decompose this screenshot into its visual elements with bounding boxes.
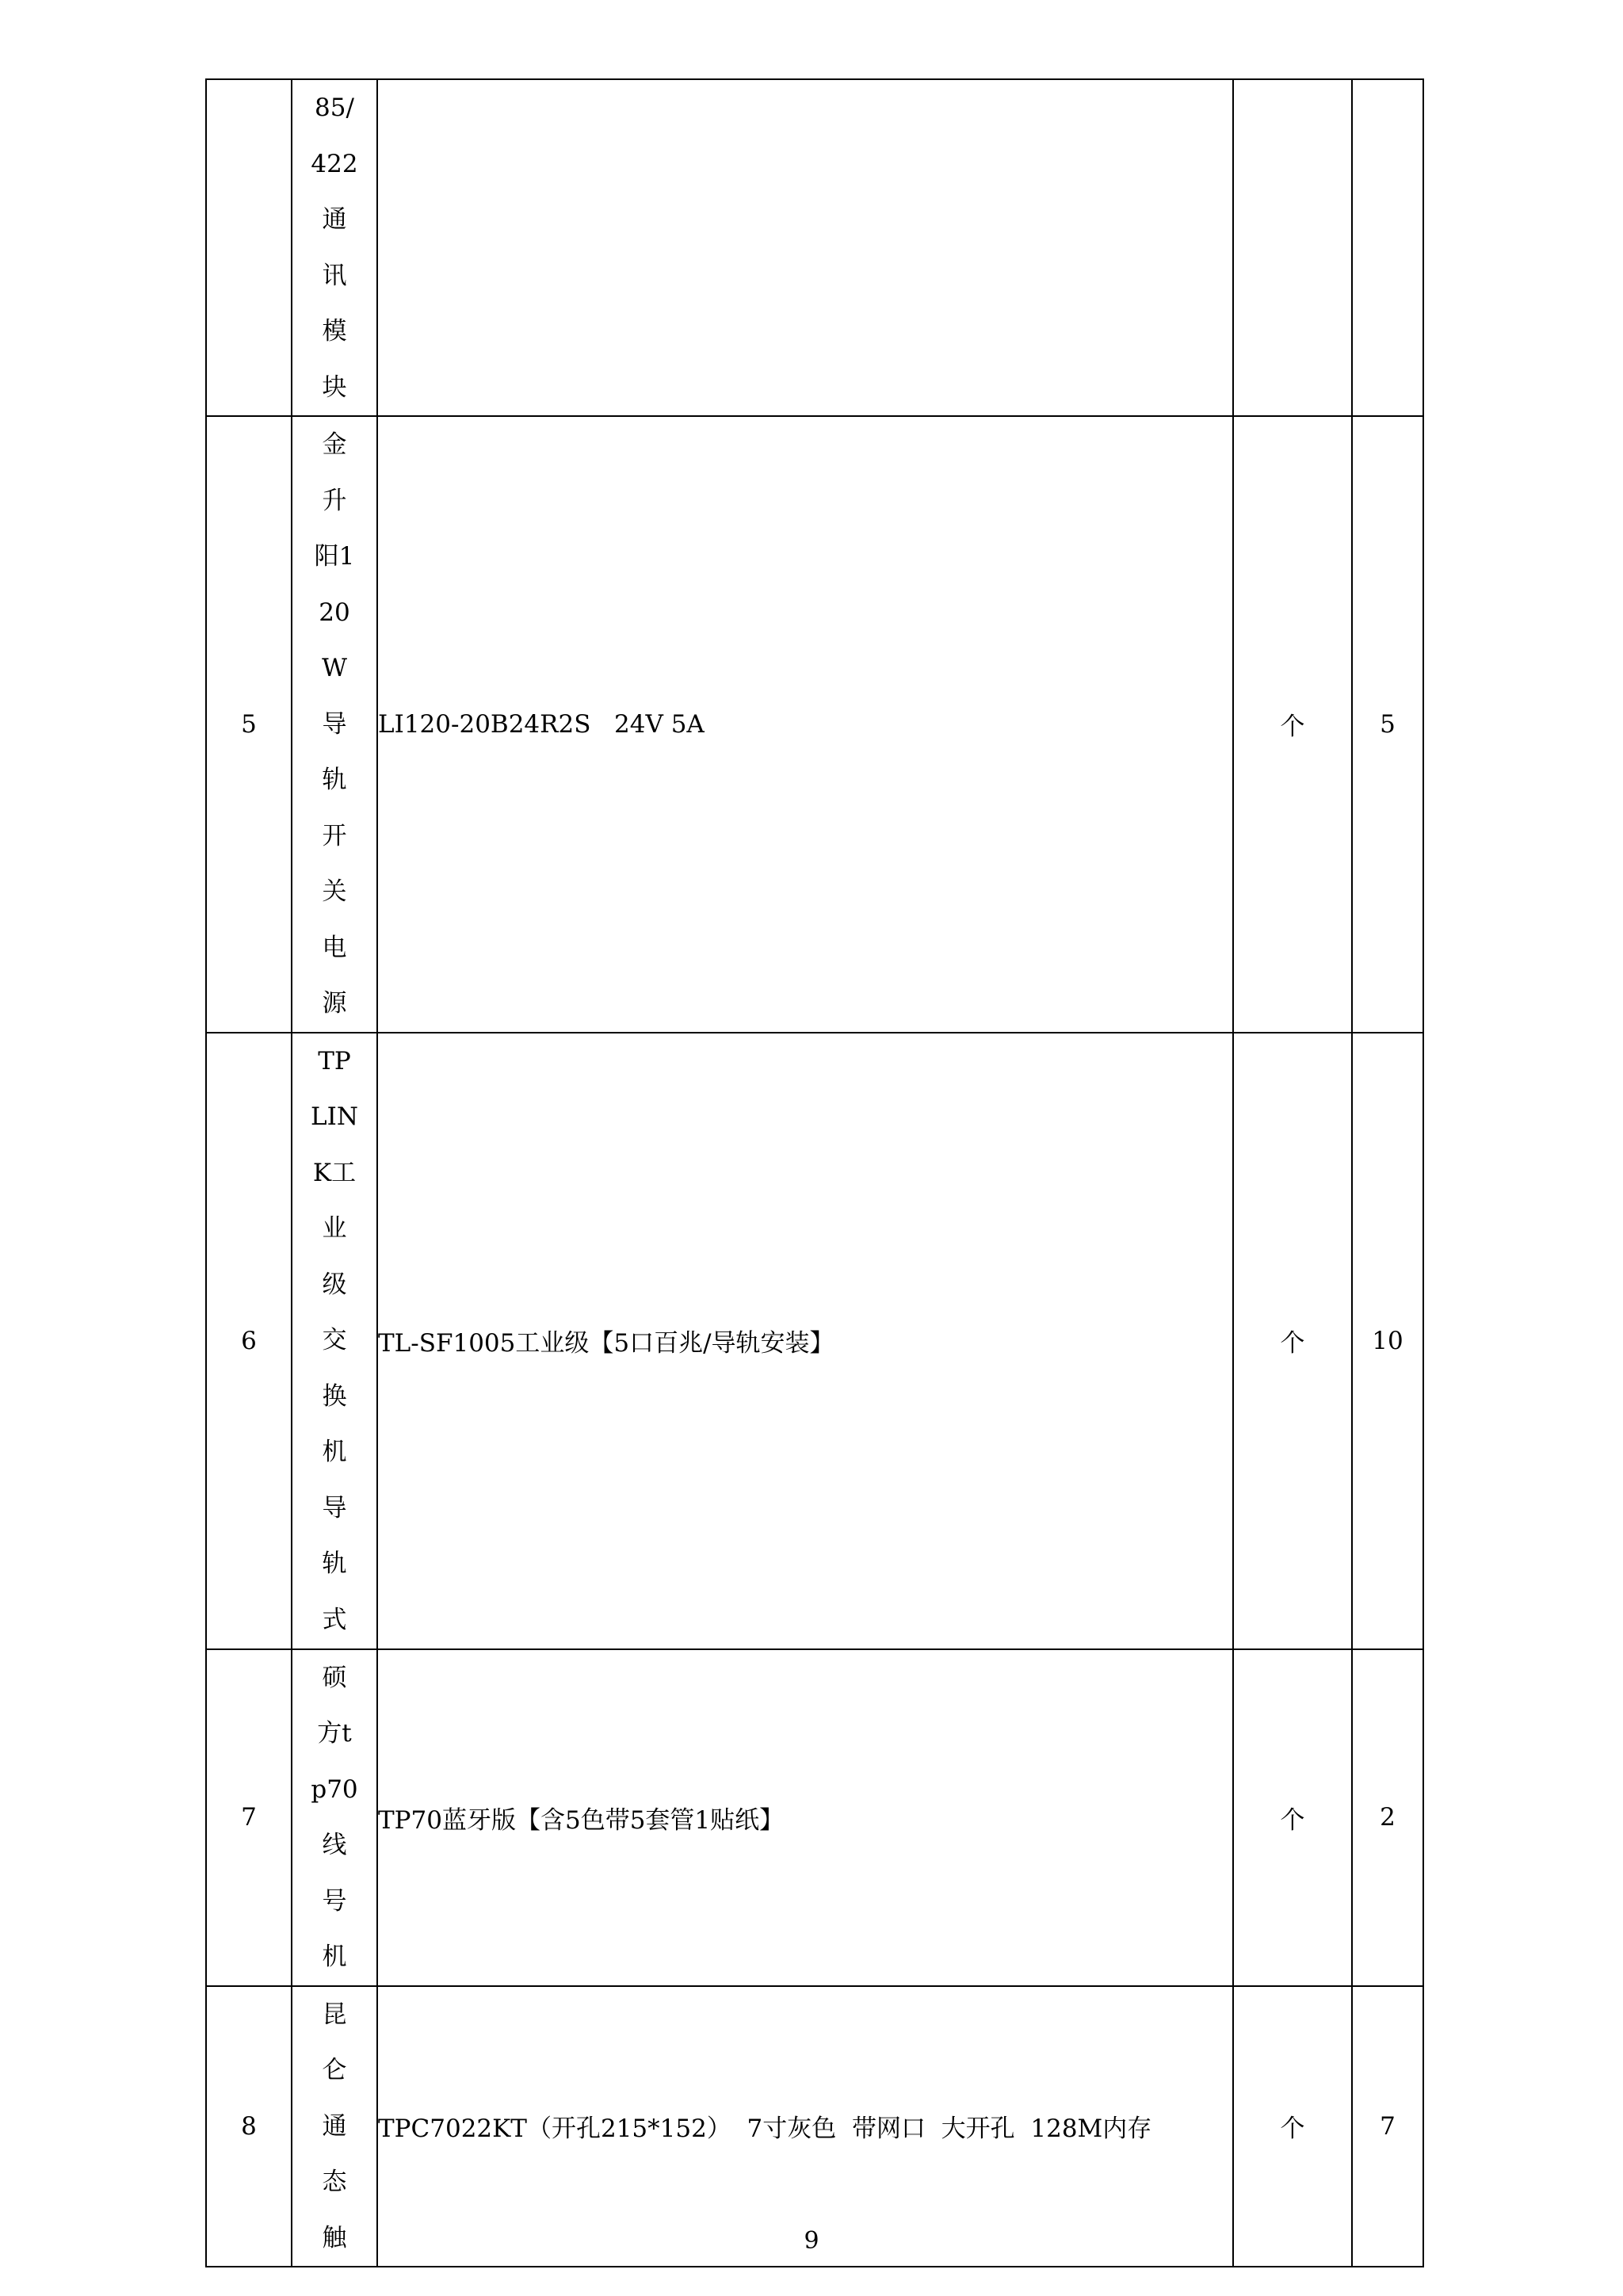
item-name-text: 85/422通讯模块	[311, 94, 358, 402]
item-qty: 5	[1352, 416, 1423, 1033]
item-name-text: 昆仑通态触	[322, 2000, 347, 2252]
item-unit: 个	[1233, 1033, 1352, 1649]
row-number: 7	[206, 1649, 292, 1986]
table-row	[206, 1986, 1423, 2267]
row-number: 8	[206, 1986, 292, 2267]
item-spec: TPC7022KT（开孔215*152） 7寸灰色 带网口 大开孔 128M内存	[377, 1986, 1233, 2267]
row-number	[206, 79, 292, 416]
item-name-text: 硕方tp70线号机	[311, 1663, 358, 1971]
item-spec	[377, 79, 1233, 416]
item-qty: 2	[1352, 1649, 1423, 1986]
equipment-table	[205, 78, 1424, 2267]
item-name	[292, 1649, 377, 1986]
table-row	[206, 79, 1423, 416]
item-unit	[1233, 79, 1352, 416]
table-row	[206, 1649, 1423, 1986]
item-unit: 个	[1233, 1649, 1352, 1986]
item-qty	[1352, 79, 1423, 416]
page-number: 9	[804, 2227, 819, 2255]
item-qty: 10	[1352, 1033, 1423, 1649]
item-name	[292, 1033, 377, 1649]
table-row	[206, 416, 1423, 1033]
item-qty: 7	[1352, 1986, 1423, 2267]
row-number: 6	[206, 1033, 292, 1649]
item-spec: TP70蓝牙版【含5色带5套管1贴纸】	[377, 1649, 1233, 1986]
item-unit: 个	[1233, 416, 1352, 1033]
item-name-text: TPLINK工业级交换机导轨式	[311, 1046, 358, 1634]
item-name	[292, 79, 377, 416]
item-unit: 个	[1233, 1986, 1352, 2267]
row-number: 5	[206, 416, 292, 1033]
table-row	[206, 1033, 1423, 1649]
item-name-text: 金升阳120W导轨开关电源	[314, 430, 355, 1018]
item-spec: LI120-20B24R2S 24V 5A	[377, 416, 1233, 1033]
item-name	[292, 416, 377, 1033]
item-spec: TL-SF1005工业级【5口百兆/导轨安装】	[377, 1033, 1233, 1649]
item-name	[292, 1986, 377, 2267]
